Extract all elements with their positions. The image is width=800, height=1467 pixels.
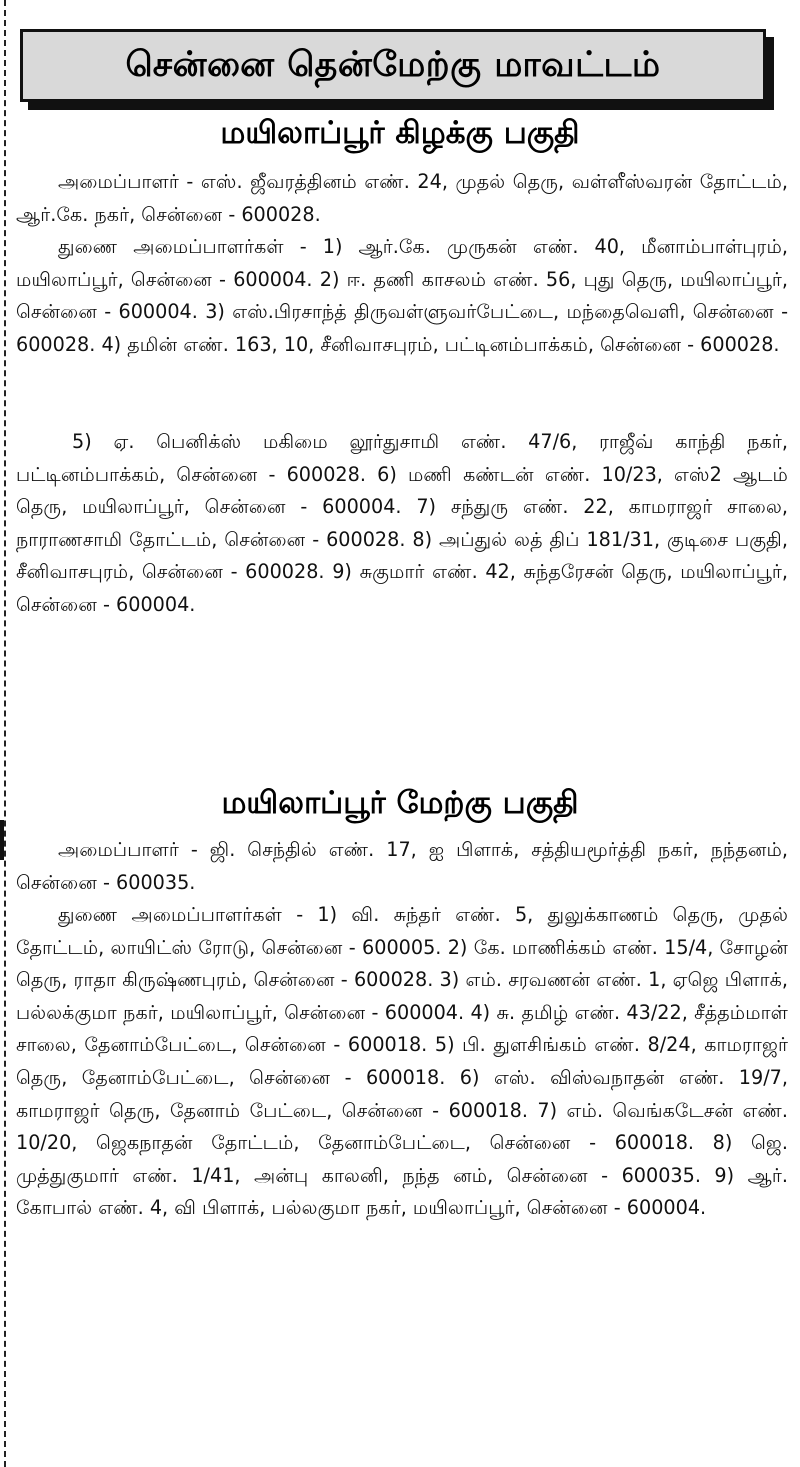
clipping-dashed-border bbox=[4, 0, 6, 1467]
deputy-organizers-paragraph-west: துணை அமைப்பாளர்கள் - 1) வி. சுந்தர் எண். 5, துலுக்காணம் தெரு, முதல் தோட்டம், லாயிட்ஸ் ரோடு, சென்னை - 600005. 2) கே. மாணிக்கம் எண். 15/4, சோழன் தெரு, ராதா கிருஷ்ணபுரம், சென்னை - 600028. 3) எம். சரவணன் எண். 1, ஏஜெ பிளாக், பல்லக்குமா நகர், மயிலாப்பூர், சென்னை - 600004. 4) சு. தமிழ் எண். 43/22, சீத்தம்மாள் சாலை, தேனாம்பேட்டை, சென்னை - 600018. 5) பி. துளசிங்கம் எண். 8/24, காமராஜர் தெரு, தேனாம்பேட்டை, சென்னை - 600018. 6) எஸ். விஸ்வநாதன் எண். 19/7, காமராஜர் தெரு, தேனாம் பேட்டை, சென்னை - 600018. 7) எம். வெங்கடேசன் எண். 10/20, ஜெகநாதன் தோட்டம், தேனாம்பேட்டை, சென்னை - 600018. 8) ஜெ. முத்துகுமார் எண். 1/41, அன்பு காலனி, நந்த னம், சென்னை - 600035. 9) ஆர். கோபால் எண். 4, வி பிளாக், பல்லகுமா நகர், மயிலாப்பூர், சென்னை - 600004. bbox=[16, 903, 788, 1220]
organizer-paragraph-west: அமைப்பாளர் - ஜி. செந்தில் எண். 17, ஐ பிளாக், சத்தியமூர்த்தி நகர், நந்தனம், சென்னை - 600035. bbox=[16, 838, 788, 894]
district-title: சென்னை தென்மேற்கு மாவட்டம் bbox=[125, 45, 661, 85]
margin-mark bbox=[0, 820, 4, 860]
deputy-organizers-paragraph-east-1: துணை அமைப்பாளர்கள் - 1) ஆர்.கே. முருகன் எண். 40, மீனாம்பாள்புரம், மயிலாப்பூர், சென்னை - 600004. 2) ஈ. தணி காசலம் எண். 56, புது தெரு, மயிலாப்பூர், சென்னை - 600004. 3) எஸ்.பிரசாந்த் திருவள்ளுவர்பேட்டை, மந்தைவெளி, சென்னை - 600028. 4) தமின் எண். 163, 10, சீனிவாசபுரம், பட்டினம்பாக்கம், சென்னை - 600028. bbox=[16, 235, 788, 356]
section-heading-mylapore-west: மயிலாப்பூர் மேற்கு பகுதி bbox=[221, 785, 579, 821]
right-margin bbox=[796, 0, 800, 1467]
district-title-box bbox=[20, 29, 766, 102]
section-heading-mylapore-east: மயிலாப்பூர் கிழக்கு பகுதி bbox=[220, 115, 580, 151]
deputy-organizers-paragraph-east-2: 5) ஏ. பெனிக்ஸ் மகிமை லூர்துசாமி எண். 47/6, ராஜீவ் காந்தி நகர், பட்டினம்பாக்கம், சென்னை - 600028. 6) மணி கண்டன் எண். 10/23, எஸ்2 ஆடம் தெரு, மயிலாப்பூர், சென்னை - 600004. 7) சந்துரு எண். 22, காமராஜர் சாலை, நாராணசாமி தோட்டம், சென்னை - 600028. 8) அப்துல் லத் திப் 181/31, குடிசை பகுதி, சீனிவாசபுரம், சென்னை - 600028. 9) சுகுமார் எண். 42, சுந்தரேசன் தெரு, மயிலாப்பூர், சென்னை - 600004. bbox=[16, 430, 788, 616]
organizer-paragraph-east: அமைப்பாளர் - எஸ். ஜீவரத்தினம் எண். 24, முதல் தெரு, வள்ளீஸ்வரன் தோட்டம், ஆர்.கே. நகர், சென்னை - 600028. bbox=[16, 170, 788, 226]
